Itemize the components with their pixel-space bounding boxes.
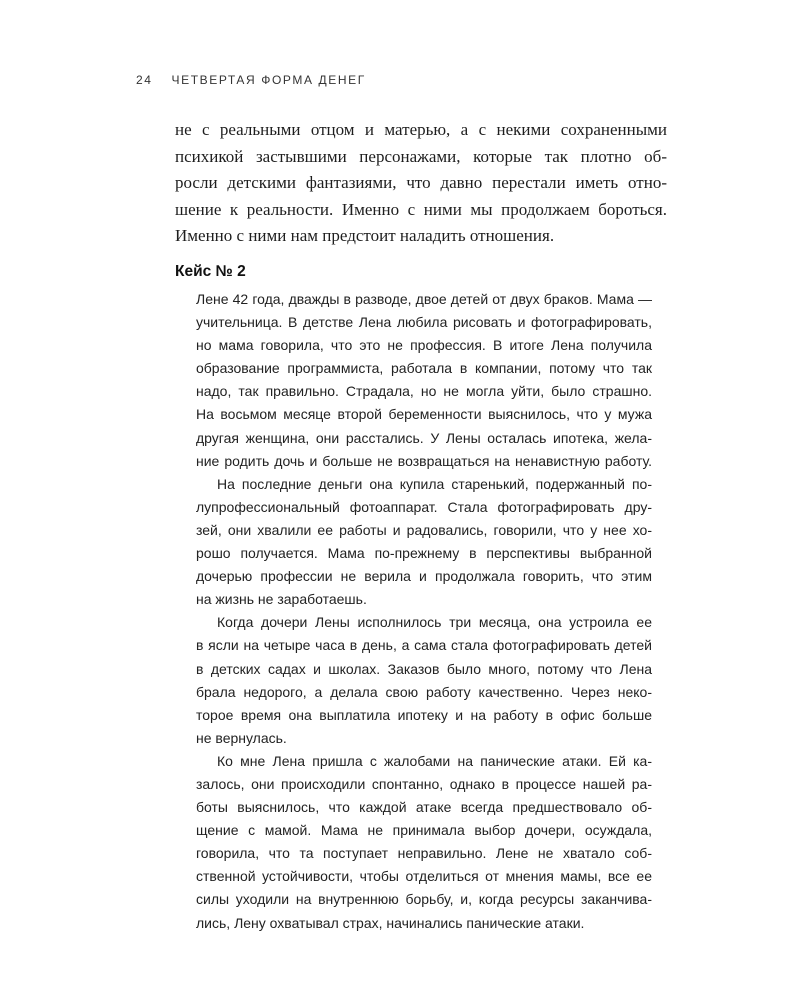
case-line: зей, они хвалили ее работы и радовались, говорили, что у нее хо-	[196, 521, 652, 538]
case-line: образование программиста, работала в компании, потому что так	[196, 360, 652, 377]
intro-line: шение к реальности. Именно с ними мы продолжаем бороться.	[175, 199, 667, 219]
running-head	[136, 73, 366, 87]
case-line: Когда дочери Лены исполнилось три месяца, она устроила ее	[217, 614, 652, 631]
case-line: в детских садах и школах. Заказов было много, потому что Лена	[196, 660, 652, 677]
case-line: силы уходили на внутреннюю борьбу, и, когда ресурсы заканчива-	[196, 891, 652, 908]
case-line: лись, Лену охватывал страх, начинались панические атаки.	[196, 914, 585, 931]
page-number: 24	[136, 73, 153, 87]
case-line: боты выяснилось, что каждой атаке всегда предшествовало об-	[196, 799, 652, 816]
case-line: ственной устойчивости, чтобы отделиться от мнения мамы, все ее	[196, 868, 652, 885]
case-line: щение с мамой. Мама не принимала выбор дочери, осуждала,	[196, 822, 652, 839]
case-heading: Кейс № 2	[175, 263, 246, 280]
case-line: ние родить дочь и больше не возвращаться на ненавистную работу.	[196, 452, 652, 469]
case-line: На последние деньги она купила старенький, подержанный по-	[217, 475, 652, 492]
case-line: надо, так правильно. Страдала, но не могла уйти, было страшно.	[196, 383, 652, 400]
case-line: Ко мне Лена пришла с жалобами на панические атаки. Ей ка-	[217, 752, 652, 769]
case-line: рошо получается. Мама по-прежнему в перспективы выбранной	[196, 545, 652, 562]
intro-line: не с реальными отцом и матерью, а с некими сохраненными	[175, 120, 667, 139]
case-line: другая женщина, они расстались. У Лены осталась ипотека, жела-	[196, 429, 652, 446]
case-line: в ясли на четыре часа в день, а сама стала фотографировать детей	[196, 637, 652, 654]
case-line: брала недорого, а делала свою работу качественно. Через неко-	[196, 683, 652, 700]
case-line: учительница. В детстве Лена любила рисовать и фотографировать,	[196, 314, 652, 331]
case-line: залось, они происходили спонтанно, однако в процессе нашей ра-	[196, 775, 652, 792]
intro-paragraph	[175, 117, 667, 250]
intro-line: росли детскими фантазиями, что давно перестали иметь отно-	[175, 173, 667, 192]
case-line: на жизнь не заработаешь.	[196, 591, 367, 608]
case-line: дочерью профессии не верила и продолжала говорить, что этим	[196, 568, 652, 585]
case-line: не вернулась.	[196, 729, 287, 746]
case-body	[196, 288, 652, 935]
case-line: На восьмом месяце второй беременности выяснилось, что у мужа	[196, 406, 652, 423]
case-line: Лене 42 года, дважды в разводе, двое детей от двух браков. Мама —	[196, 291, 652, 307]
intro-line: Именно с ними нам предстоит наладить отношения.	[175, 226, 555, 245]
case-line: но мама говорила, что это не профессия. В итоге Лена получила	[196, 337, 652, 354]
book-title: ЧЕТВЕРТАЯ ФОРМА ДЕНЕГ	[171, 73, 366, 87]
case-line: торое время она выплатила ипотеку и на работу в офис больше	[196, 706, 652, 723]
case-line: говорила, что та поступает неправильно. Лене не хватало соб-	[196, 845, 652, 862]
intro-line: психикой застывшими персонажами, которые так плотно об-	[175, 146, 667, 166]
case-line: лупрофессиональный фотоаппарат. Стала фотографировать дру-	[196, 498, 652, 515]
